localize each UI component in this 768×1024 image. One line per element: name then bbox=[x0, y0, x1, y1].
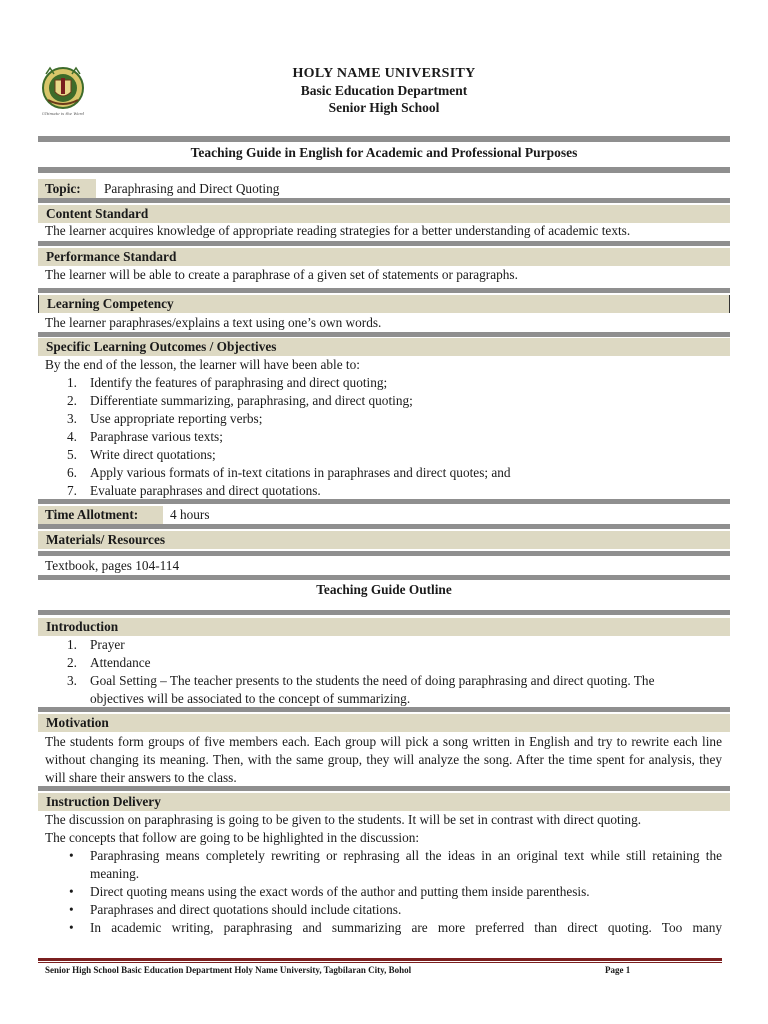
motivation-label: Motivation bbox=[38, 714, 730, 732]
content-standard-text: The learner acquires knowledge of appropriate reading strategies for a better understanding of academic texts. bbox=[45, 223, 631, 238]
divider bbox=[38, 524, 730, 529]
guide-title: Teaching Guide in English for Academic and Professional Purposes bbox=[190, 145, 578, 160]
divider bbox=[38, 499, 730, 504]
list-item: 2. Attendance bbox=[67, 655, 151, 670]
list-item: 3. Goal Setting – The teacher presents to the students the need of doing paraphrasing and direct quoting. The objectives will be associated to the concept of summarizing. bbox=[67, 673, 655, 706]
list-item: • Paraphrasing means completely rewriting or rephrasing all the ideas in an original text while still retaining the meaning. bbox=[69, 848, 722, 881]
divider bbox=[38, 332, 730, 337]
outline-title: Teaching Guide Outline bbox=[316, 582, 452, 597]
list-item: • Direct quoting means using the exact words of the author and putting them inside parenthesis. bbox=[69, 884, 590, 899]
motivation-text: The students form groups of five members each. Each group will pick a song written in English and try to rewrite each line without changing its meaning. Then, with the same group, they will analyze the song. After the time spent for analysis, they will share their answers to the class. bbox=[45, 734, 722, 785]
time-allotment-label: Time Allotment: bbox=[38, 506, 163, 524]
divider bbox=[38, 551, 730, 556]
divider bbox=[38, 241, 730, 246]
footer-rule-thin bbox=[38, 962, 722, 963]
list-item: 2. Differentiate summarizing, paraphrasing, and direct quoting; bbox=[67, 393, 413, 408]
list-item: 1. Prayer bbox=[67, 637, 125, 652]
learning-competency-label: Learning Competency bbox=[38, 295, 730, 313]
instruction-section bbox=[45, 811, 722, 937]
divider bbox=[38, 136, 730, 142]
divider bbox=[38, 575, 730, 580]
introduction-section bbox=[45, 636, 725, 708]
materials-label: Materials/ Resources bbox=[38, 531, 730, 549]
list-item: 6. Apply various formats of in-text citations in paraphrases and direct quotes; and bbox=[67, 465, 511, 480]
list-item: 4. Paraphrase various texts; bbox=[67, 429, 223, 444]
materials-text: Textbook, pages 104-114 bbox=[45, 558, 180, 573]
introduction-label: Introduction bbox=[38, 618, 730, 636]
instruction-intro-2: The concepts that follow are going to be highlighted in the discussion: bbox=[45, 830, 420, 845]
introduction-list bbox=[45, 636, 725, 708]
seal-motto: Ultimate is the Word bbox=[41, 111, 85, 116]
footer-rule bbox=[38, 958, 722, 961]
topic-label: Topic: bbox=[38, 179, 96, 198]
list-item: • Paraphrases and direct quotations should include citations. bbox=[69, 902, 402, 917]
instruction-intro: The discussion on paraphrasing is going to be given to the students. It will be set in contrast with direct quoting. bbox=[45, 812, 642, 827]
school-name: Senior High School bbox=[328, 100, 440, 115]
list-item: • In academic writing, paraphrasing and summarizing are more preferred than direct quoting. Too many bbox=[69, 920, 722, 935]
divider bbox=[38, 707, 730, 712]
page-number: Page 1 bbox=[605, 965, 631, 975]
document-header bbox=[0, 66, 768, 116]
objectives-intro: By the end of the lesson, the learner will have been able to: bbox=[45, 357, 360, 372]
objectives-section bbox=[45, 356, 725, 500]
department-name: Basic Education Department bbox=[300, 83, 468, 98]
content-standard-label: Content Standard bbox=[38, 205, 730, 223]
topic-row bbox=[38, 179, 730, 198]
footer-text: Senior High School Basic Education Department Holy Name University, Tagbilaran City, Bohol bbox=[45, 965, 412, 975]
list-item: 5. Write direct quotations; bbox=[67, 447, 216, 462]
time-allotment-row bbox=[38, 506, 730, 524]
instruction-label: Instruction Delivery bbox=[38, 793, 730, 811]
objectives-list bbox=[45, 374, 725, 500]
list-item: 1. Identify the features of paraphrasing and direct quoting; bbox=[67, 375, 388, 390]
instruction-list bbox=[45, 847, 722, 937]
divider bbox=[38, 786, 730, 791]
performance-standard-text: The learner will be able to create a paraphrase of a given set of statements or paragraphs. bbox=[45, 267, 518, 282]
objectives-label: Specific Learning Outcomes / Objectives bbox=[38, 338, 730, 356]
divider bbox=[38, 198, 730, 203]
learning-competency-text: The learner paraphrases/explains a text using one’s own words. bbox=[45, 315, 382, 330]
divider bbox=[38, 288, 730, 293]
list-item: 3. Use appropriate reporting verbs; bbox=[67, 411, 263, 426]
divider bbox=[38, 610, 730, 615]
topic-value: Paraphrasing and Direct Quoting bbox=[104, 181, 280, 196]
time-allotment-value: 4 hours bbox=[170, 507, 210, 522]
university-name: HOLY NAME UNIVERSITY bbox=[292, 66, 476, 81]
divider bbox=[38, 167, 730, 173]
list-item: 7. Evaluate paraphrases and direct quotations. bbox=[67, 483, 321, 498]
performance-standard-label: Performance Standard bbox=[38, 248, 730, 266]
